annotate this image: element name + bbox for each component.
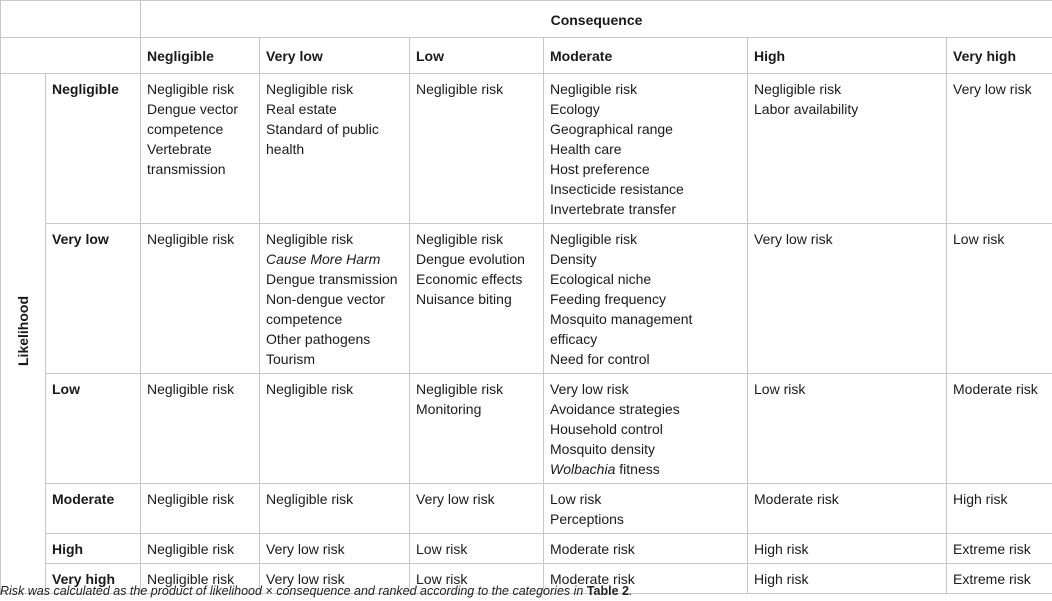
likelihood-level-header: Low [46,374,141,484]
risk-cell [141,74,260,224]
risk-factor-text: Host preference [550,161,650,177]
risk-factor-text: Standard of public [266,121,379,137]
risk-level-text: Extreme risk [953,541,1031,557]
risk-level-text: Moderate risk [754,491,839,507]
risk-factor-text: Perceptions [550,511,624,527]
risk-cell [947,484,1052,534]
risk-cell [260,74,410,224]
risk-cell [544,484,748,534]
risk-factor-text: Monitoring [416,401,482,417]
risk-cell [544,224,748,374]
risk-factor-text: Nuisance biting [416,291,512,307]
risk-cell [544,534,748,564]
risk-level-text: Negligible risk [147,571,235,587]
likelihood-level-header: Very high [46,564,141,594]
risk-level-text: Moderate risk [550,541,635,557]
risk-cell [141,484,260,534]
risk-cell [544,74,748,224]
risk-level-text: Negligible risk [416,81,504,97]
risk-level-text: High risk [754,541,809,557]
column-header: Negligible [141,38,260,74]
likelihood-level-header: Moderate [46,484,141,534]
risk-factor-text: Density [550,251,597,267]
risk-cell [748,74,947,224]
risk-cell [141,534,260,564]
corner-cell [1,38,141,74]
risk-factor-text: Tourism [266,351,316,367]
risk-cell [947,74,1052,224]
risk-cell [410,534,544,564]
risk-level-text: Negligible risk [147,541,235,557]
risk-factor-text: Ecological niche [550,271,652,287]
likelihood-label: Likelihood [15,296,31,366]
risk-cell [947,374,1052,484]
risk-level-text: Very low risk [754,231,833,247]
risk-level-text: Low risk [953,231,1005,247]
footnote-table-ref: Table 2 [586,584,629,598]
risk-factor-text: Wolbachia fitness [550,461,660,477]
risk-level-text: Negligible risk [266,491,354,507]
risk-factor-text: Real estate [266,101,337,117]
risk-cell [260,484,410,534]
footnote-text: Risk was calculated as the product of likelihood × consequence and ranked according to the categories in [0,584,584,598]
risk-level-text: Negligible risk [550,81,638,97]
risk-cell [748,564,947,594]
consequence-header: Consequence [141,1,1052,38]
risk-factor-text: Vertebrate [147,141,212,157]
footnote-end: . [628,584,633,598]
risk-cell [748,484,947,534]
risk-factor-text: Dengue vector [147,101,239,117]
risk-cell [410,74,544,224]
risk-level-text: Negligible risk [147,231,235,247]
risk-factor-text: health [266,141,305,157]
likelihood-axis-header [1,74,46,594]
risk-factor-text: Economic effects [416,271,523,287]
risk-factor-text: Feeding frequency [550,291,666,307]
risk-cell [141,374,260,484]
risk-cell [141,224,260,374]
likelihood-level-header: Very low [46,224,141,374]
risk-level-text: Negligible risk [266,381,354,397]
risk-level-text: Low risk [550,491,602,507]
risk-level-text: Negligible risk [266,81,354,97]
risk-level-text: High risk [754,571,809,587]
column-header: Moderate [544,38,748,74]
risk-cell [260,374,410,484]
consequence-levels-row [1,38,1052,74]
risk-level-text: Moderate risk [953,381,1038,397]
risk-factor-text: Dengue evolution [416,251,525,267]
risk-cell [410,374,544,484]
risk-cell [947,534,1052,564]
risk-factor-text: Mosquito density [550,441,656,457]
risk-factor-text: transmission [147,161,226,177]
risk-factor-text: Dengue transmission [266,271,398,287]
likelihood-row [1,74,1052,224]
likelihood-row [1,534,1052,564]
risk-factor-text: Other pathogens [266,331,371,347]
risk-level-text: Very low risk [550,381,629,397]
risk-factor-text: Need for control [550,351,650,367]
risk-level-text: Negligible risk [147,81,235,97]
risk-factor-text: Insecticide resistance [550,181,684,197]
likelihood-row [1,224,1052,374]
table-footnote [0,584,632,598]
risk-factor-text: Labor availability [754,101,859,117]
risk-level-text: Negligible risk [266,231,354,247]
risk-factor-text: Household control [550,421,663,437]
column-header: Very low [260,38,410,74]
risk-level-text: Very low risk [416,491,495,507]
risk-cell [410,224,544,374]
risk-level-text: Moderate risk [550,571,635,587]
risk-cell [260,224,410,374]
risk-factor-text: Avoidance strategies [550,401,680,417]
likelihood-level-header: High [46,534,141,564]
risk-level-text: Low risk [754,381,806,397]
likelihood-level-header: Negligible [46,74,141,224]
risk-factor-text: competence [147,121,224,137]
risk-factor-text: Cause More Harm [266,251,381,267]
column-header: Very high [947,38,1052,74]
risk-cell [947,224,1052,374]
column-header: High [748,38,947,74]
consequence-header-row [1,1,1052,38]
risk-factor-text: Mosquito management [550,311,693,327]
risk-level-text: Negligible risk [147,381,235,397]
risk-level-text: Very low risk [266,541,345,557]
risk-factor-text: Health care [550,141,622,157]
risk-factor-text: Geographical range [550,121,673,137]
risk-level-text: Negligible risk [550,231,638,247]
risk-factor-text: efficacy [550,331,598,347]
risk-factor-text: Ecology [550,101,600,117]
risk-cell [410,484,544,534]
risk-level-text: Low risk [416,571,468,587]
risk-cell [260,534,410,564]
risk-factor-text: competence [266,311,343,327]
risk-cell [748,224,947,374]
corner-cell [1,1,141,38]
risk-level-text: Very low risk [953,81,1032,97]
risk-cell [748,374,947,484]
risk-level-text: Low risk [416,541,468,557]
risk-level-text: Negligible risk [416,231,504,247]
risk-cell [947,564,1052,594]
risk-level-text: Negligible risk [416,381,504,397]
risk-cell [544,374,748,484]
risk-factor-text: Non-dengue vector [266,291,386,307]
risk-level-text: Negligible risk [754,81,842,97]
risk-factor-text: Invertebrate transfer [550,201,677,217]
column-header: Low [410,38,544,74]
risk-cell [748,534,947,564]
risk-level-text: Very low risk [266,571,345,587]
risk-level-text: High risk [953,491,1008,507]
likelihood-row [1,484,1052,534]
risk-level-text: Negligible risk [147,491,235,507]
likelihood-row [1,374,1052,484]
risk-level-text: Extreme risk [953,571,1031,587]
